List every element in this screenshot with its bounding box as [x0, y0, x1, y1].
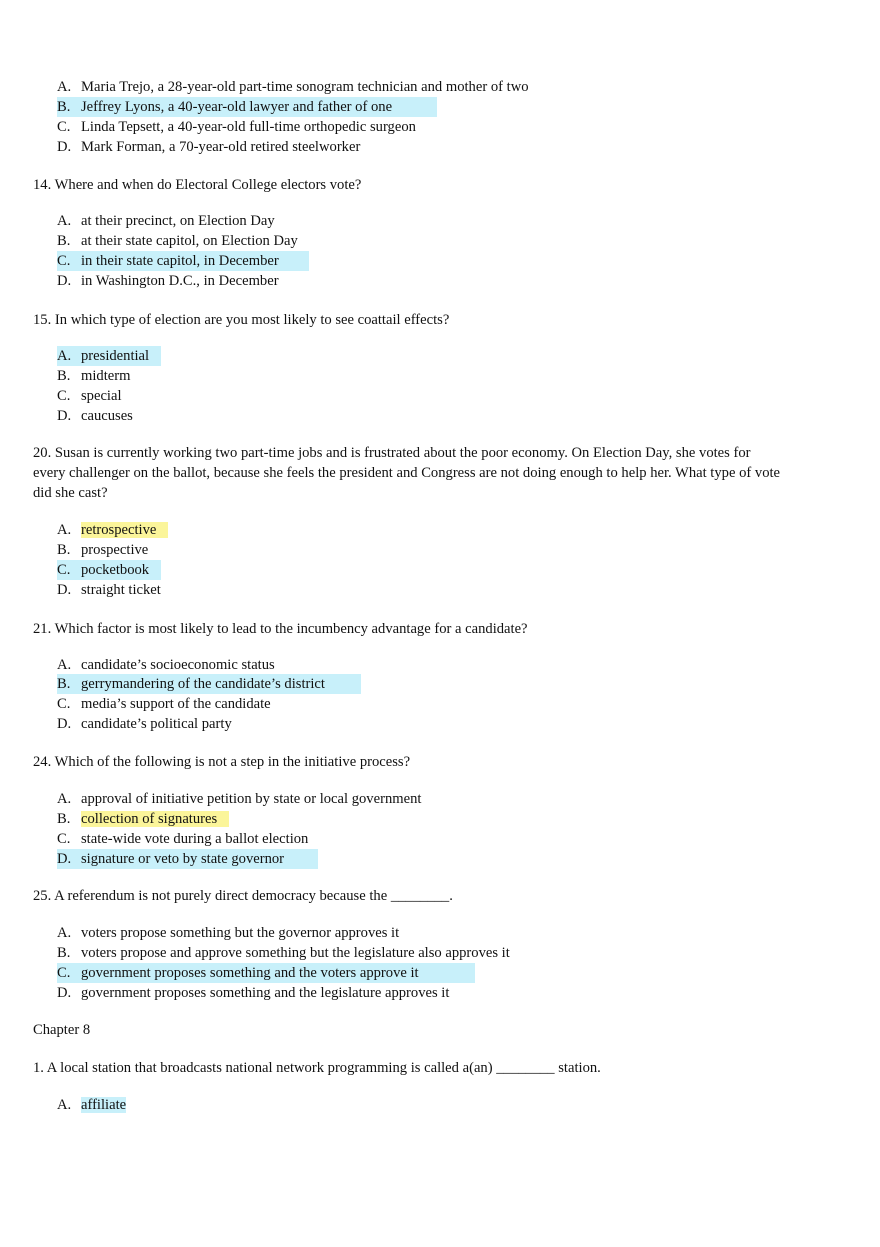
- option-text: in their state capitol, in December: [81, 253, 279, 269]
- answer-option: [57, 117, 416, 137]
- option-letter: D.: [57, 716, 72, 732]
- option-letter: C.: [57, 696, 71, 712]
- option-letter: B.: [57, 368, 71, 384]
- answer-option: [57, 366, 130, 386]
- option-letter: A.: [57, 79, 72, 95]
- option-text: media’s support of the candidate: [81, 696, 271, 712]
- chapter-heading: Chapter 8: [33, 1022, 91, 1038]
- answer-option: [57, 540, 148, 560]
- question-text: 1. A local station that broadcasts national network programming is called a(an) ________ station.: [33, 1060, 601, 1076]
- option-text: collection of signatures: [81, 811, 229, 827]
- answer-option-selected: [57, 809, 229, 829]
- option-text: presidential: [81, 348, 150, 364]
- answer-option: [57, 77, 529, 97]
- option-letter: A.: [57, 213, 72, 229]
- option-letter: C.: [57, 562, 71, 578]
- option-letter: A.: [57, 657, 72, 673]
- option-text: Mark Forman, a 70-year-old retired steelworker: [81, 139, 361, 155]
- option-letter: A.: [57, 925, 72, 941]
- option-letter: B.: [57, 542, 71, 558]
- option-letter: B.: [57, 676, 71, 692]
- option-letter: D.: [57, 985, 72, 1001]
- option-text: state-wide vote during a ballot election: [81, 831, 309, 847]
- option-text: caucuses: [81, 408, 133, 424]
- option-text: affiliate: [81, 1097, 127, 1113]
- question-text: 20. Susan is currently working two part-time jobs and is frustrated about the poor economy. On Election Day, she votes for every challenger on the ballot, because she feels the president and Congress are not doing enough to help her. What type of vote did she cast?: [33, 445, 781, 501]
- option-letter: A.: [57, 522, 72, 538]
- answer-option-correct: [57, 674, 361, 694]
- answer-option: [57, 983, 449, 1003]
- option-letter: C.: [57, 831, 71, 847]
- answer-option: [57, 943, 510, 963]
- option-text: candidate’s political party: [81, 716, 232, 732]
- answer-option: [57, 271, 279, 291]
- question-text: 15. In which type of election are you most likely to see coattail effects?: [33, 312, 450, 328]
- option-letter: D.: [57, 273, 72, 289]
- option-text: approval of initiative petition by state or local government: [81, 791, 422, 807]
- option-letter: C.: [57, 119, 71, 135]
- answer-option: [57, 386, 122, 406]
- option-text: Jeffrey Lyons, a 40-year-old lawyer and father of one: [81, 99, 393, 115]
- option-text: at their precinct, on Election Day: [81, 213, 275, 229]
- answer-option: [57, 789, 421, 809]
- option-letter: B.: [57, 99, 71, 115]
- option-text: signature or veto by state governor: [81, 851, 285, 867]
- answer-option: [57, 923, 399, 943]
- answer-option-correct: [57, 1095, 126, 1115]
- question-text: 21. Which factor is most likely to lead to the incumbency advantage for a candidate?: [33, 621, 528, 637]
- answer-option-correct: [57, 560, 161, 580]
- option-letter: D.: [57, 139, 72, 155]
- option-text: retrospective: [81, 522, 168, 538]
- option-text: candidate’s socioeconomic status: [81, 657, 275, 673]
- option-letter: D.: [57, 408, 72, 424]
- option-letter: A.: [57, 348, 72, 364]
- question-text: 25. A referendum is not purely direct democracy because the ________.: [33, 888, 453, 904]
- option-text: government proposes something and the legislature approves it: [81, 985, 450, 1001]
- option-letter: C.: [57, 388, 71, 404]
- answer-option: [57, 137, 360, 157]
- question-text: 14. Where and when do Electoral College electors vote?: [33, 177, 362, 193]
- option-text: gerrymandering of the candidate’s district: [81, 676, 325, 692]
- answer-option: [57, 580, 161, 600]
- answer-option-selected: [57, 520, 168, 540]
- option-text: prospective: [81, 542, 149, 558]
- option-letter: B.: [57, 233, 71, 249]
- option-letter: C.: [57, 253, 71, 269]
- option-letter: B.: [57, 945, 71, 961]
- option-text: Maria Trejo, a 28-year-old part-time sonogram technician and mother of two: [81, 79, 529, 95]
- question-text: 24. Which of the following is not a step in the initiative process?: [33, 754, 411, 770]
- option-text: voters propose something but the governor approves it: [81, 925, 400, 941]
- option-text: Linda Tepsett, a 40-year-old full-time orthopedic surgeon: [81, 119, 416, 135]
- option-text: in Washington D.C., in December: [81, 273, 279, 289]
- option-letter: D.: [57, 851, 72, 867]
- answer-option: [57, 655, 275, 675]
- option-text: midterm: [81, 368, 131, 384]
- answer-option-correct: [57, 97, 437, 117]
- option-text: special: [81, 388, 122, 404]
- option-text: straight ticket: [81, 582, 161, 598]
- answer-option: [57, 211, 275, 231]
- option-text: pocketbook: [81, 562, 150, 578]
- answer-option-correct: [57, 251, 309, 271]
- answer-option: [57, 406, 133, 426]
- answer-option: [57, 714, 232, 734]
- option-text: government proposes something and the voters approve it: [81, 965, 419, 981]
- option-letter: B.: [57, 811, 71, 827]
- answer-option-correct: [57, 963, 475, 983]
- option-text: voters propose and approve something but the legislature also approves it: [81, 945, 510, 961]
- option-letter: C.: [57, 965, 71, 981]
- option-letter: A.: [57, 1097, 72, 1113]
- answer-option-correct: [57, 849, 318, 869]
- option-text: at their state capitol, on Election Day: [81, 233, 298, 249]
- option-letter: A.: [57, 791, 72, 807]
- answer-option: [57, 231, 298, 251]
- answer-option-correct: [57, 346, 161, 366]
- answer-option: [57, 829, 308, 849]
- option-letter: D.: [57, 582, 72, 598]
- answer-option: [57, 694, 271, 714]
